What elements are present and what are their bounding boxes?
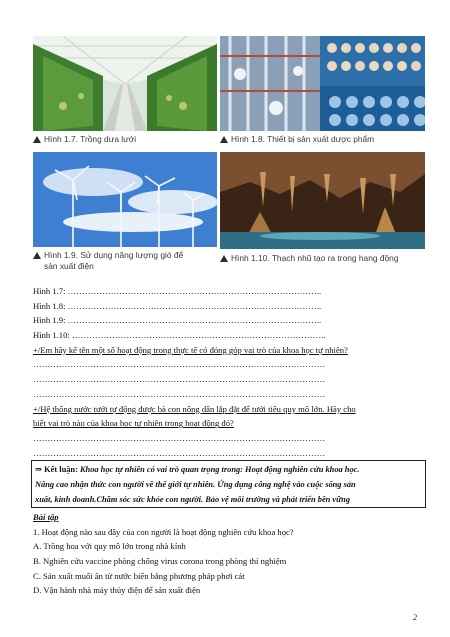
caption-text: Hình 1.10. Thạch nhũ tạo ra trong hang động (231, 253, 399, 263)
question-2-line-2: biết vai trò nào của khoa học tự nhiên trong hoạt động đó? (33, 418, 234, 429)
caption-text: Hình 1.7. Trồng dưa lưới (44, 134, 137, 144)
figure-1-9-caption (33, 250, 183, 272)
pharma-equipment-image (220, 36, 425, 131)
answer-line-1-8[interactable]: Hình 1.8: …………………………………………………………………………….. (33, 300, 322, 311)
arrow-icon: ⇒ (35, 465, 43, 474)
conclusion-text-line: Nâng cao nhận thức con người về thế giới tự nhiên. Ứng dụng công nghệ vào cuộc sống sản (35, 480, 356, 489)
conclusion-label: Kết luận: (44, 465, 78, 474)
question-1: +/Em hãy kể tên một số hoạt động trong thực tế có đóng góp vai trò của khoa học tự nhiên? (33, 344, 348, 355)
exercise-heading: Bài tập (33, 512, 59, 522)
option-b[interactable]: B. Nghiên cứu vaccine phòng chống virus corona trong phòng thí nghiệm (33, 556, 287, 567)
figure-grid (33, 36, 425, 280)
answer-line-1-9[interactable]: Hình 1.9: …………………………………………………………………………….. (33, 315, 322, 326)
figure-1-10-caption (220, 253, 398, 264)
dotted-answer-line[interactable]: ………………………………………………………………………………………… (33, 432, 326, 443)
greenhouse-image (33, 36, 217, 131)
caption-line: Hình 1.9. Sử dụng năng lượng gió để (44, 250, 184, 260)
figure-1-7-caption (33, 134, 136, 145)
caption-line: sản xuất điện (44, 261, 94, 271)
option-a[interactable]: A. Trồng hoa với quy mô lớn trong nhà kính (33, 541, 186, 552)
dotted-answer-line[interactable]: ………………………………………………………………………………………… (33, 447, 326, 458)
conclusion-text-line: xuất, kinh doanh.Chăm sóc sức khỏe con người. Bảo vệ môi trường và phát triển bền vững (35, 495, 351, 504)
answer-line-1-10[interactable]: Hình 1.10: …………………………………………………………………………….. (33, 330, 326, 341)
page-number: 2 (413, 613, 417, 622)
dotted-answer-line[interactable]: ………………………………………………………………………………………… (33, 359, 326, 370)
dotted-answer-line[interactable]: ………………………………………………………………………………………… (33, 388, 326, 399)
question-2-line-1: +/Hệ thống nước tưới tự động được bà con nông dân lắp đặt để tưới tiêu quy mô lớn. Hãy cho (33, 403, 356, 414)
answer-line-1-7[interactable]: Hình 1.7: …………………………………………………………………………….. (33, 286, 322, 296)
dotted-answer-line[interactable]: ………………………………………………………………………………………… (33, 374, 326, 385)
exercise-question: 1. Hoạt động nào sau đây của con người là hoạt động nghiên cứu khoa học? (33, 526, 294, 537)
cave-image (220, 152, 425, 249)
wind-turbines-image (33, 152, 217, 247)
triangle-icon (33, 252, 41, 259)
conclusion-text-line: Khoa học tự nhiên có vai trò quan trọng trong: Hoạt động nghiên cứu khoa học. (79, 465, 360, 474)
caption-text: Hình 1.8. Thiết bị sản xuất dược phẩm (231, 134, 375, 144)
option-c[interactable]: C. Sản xuất muối ăn từ nước biển bằng phương pháp phơi cát (33, 570, 245, 581)
triangle-icon (220, 255, 228, 262)
exercise-section (33, 510, 425, 598)
triangle-icon (33, 136, 41, 143)
option-d[interactable]: D. Vận hành nhà máy thủy điện để sản xuất điện (33, 585, 201, 596)
conclusion-box (31, 460, 426, 508)
triangle-icon (220, 136, 228, 143)
figure-1-8-caption (220, 134, 374, 145)
worksheet-body (33, 284, 425, 460)
